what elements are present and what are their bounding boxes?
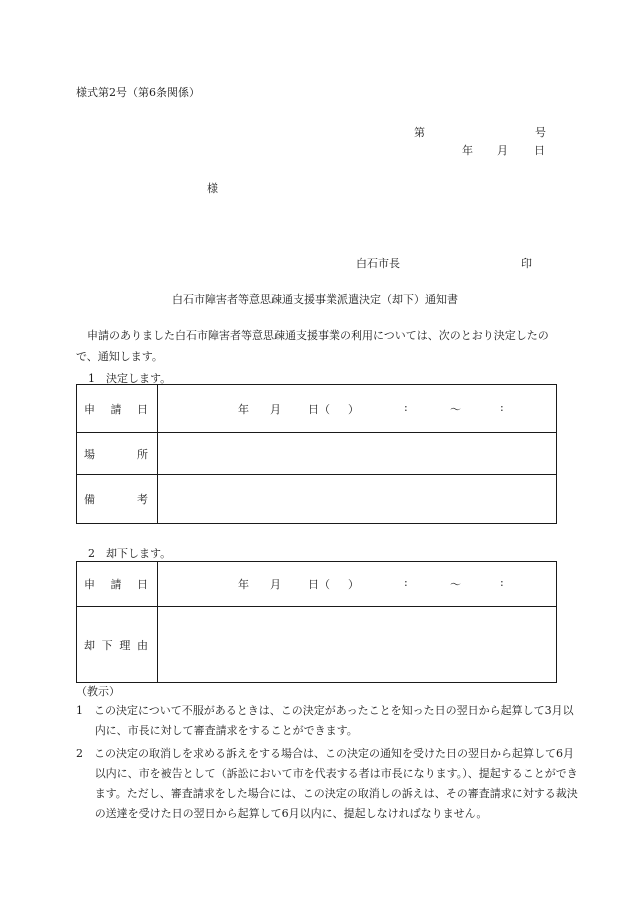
document-number-suffix: 号 (535, 126, 546, 139)
rejection-table (76, 561, 557, 683)
issuer-name: 白石市長 (356, 257, 400, 270)
addressee-suffix: 様 (207, 182, 218, 195)
document-number-prefix: 第 (414, 126, 425, 139)
place-field[interactable] (158, 433, 557, 475)
application-date-field-2[interactable]: 年 月 日（ ） : ～ : (158, 562, 557, 607)
section2-heading: 2 却下します。 (88, 547, 172, 560)
section1-heading: 1 決定します。 (88, 372, 172, 385)
seal-mark: 印 (521, 257, 532, 270)
document-title: 白石市障害者等意思疎通支援事業派遣決定（却下）通知書 (172, 293, 458, 306)
place-label: 場 所 (77, 433, 158, 475)
application-date-label-2: 申 請 日 (77, 562, 158, 607)
rejection-reason-label: 却 下 理 由 (77, 607, 158, 683)
remarks-field[interactable] (158, 475, 557, 524)
application-date-label: 申 請 日 (77, 385, 158, 433)
notice-item-2: 2 この決定の取消しを求める訴えをする場合は、この決定の通知を受けた日の翌日から起算して6月以内に、市を被告として（訴訟において市を代表する者は市長になります。）、提起することができます。ただし、審査請求をした場合には、この決定の取消しの訴えは、その審査請求に対する裁決の送達を受けた日の翌日から起算して6月以内に、提起しなければなりません。 (76, 747, 578, 820)
application-date-field[interactable]: 年 月 日（ ） : ～ : (158, 385, 557, 433)
issue-date-day: 日 (534, 144, 545, 157)
intro-paragraph: 申請のありました白石市障害者等意思疎通支援事業の利用については、次のとおり決定したので、通知します。 (76, 329, 549, 363)
notice-item-1: 1 この決定について不服があるときは、この決定があったことを知った日の翌日から起算して3月以内に、市長に対して審査請求をすることができます。 (76, 704, 574, 737)
form-id: 様式第2号（第6条関係） (76, 86, 200, 99)
notice-heading: （教示） (76, 685, 120, 698)
remarks-label: 備 考 (77, 475, 158, 524)
rejection-reason-field[interactable] (158, 607, 557, 683)
issue-date-month: 月 (497, 144, 508, 157)
decision-table (76, 384, 557, 524)
issue-date-year: 年 (462, 144, 473, 157)
